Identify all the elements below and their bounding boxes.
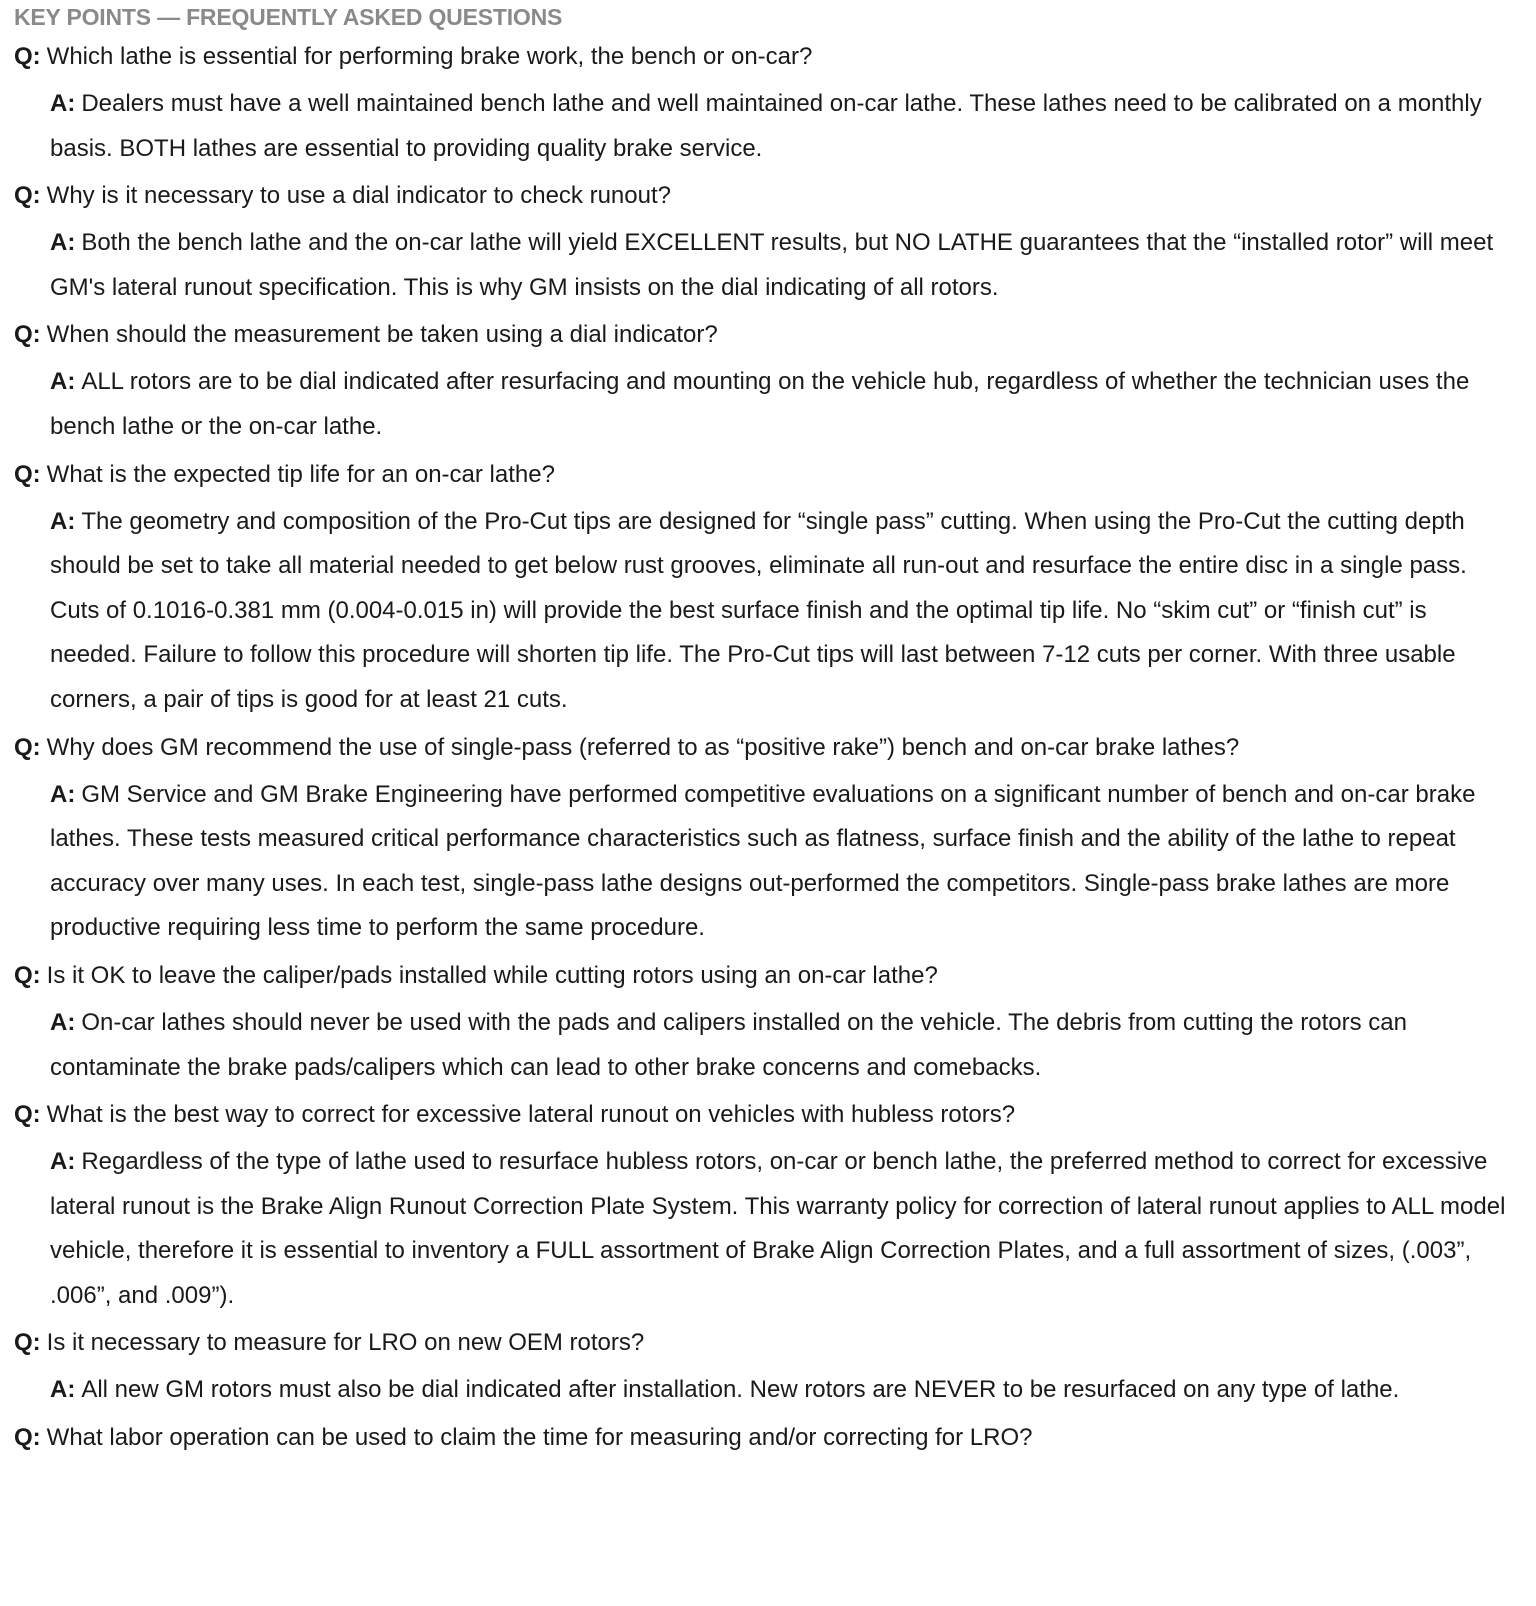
a-label: A: [50, 1008, 76, 1036]
answer-text: ALL rotors are to be dial indicated after resurfacing and mounting on the vehicle hub, regardless of whether the technician uses the bench lathe or the on-car lathe. [50, 368, 1470, 440]
faq-item-3 [14, 320, 1524, 449]
question [14, 733, 1524, 763]
question-text: Is it necessary to measure for LRO on new OEM rotors? [46, 1329, 645, 1357]
question-text: What is the expected tip life for an on-car lathe? [46, 460, 555, 488]
answer [50, 221, 1520, 310]
a-label: A: [50, 229, 76, 257]
answer-text: On-car lathes should never be used with the pads and calipers installed on the vehicle. The debris from cutting the rotors can contaminate the brake pads/calipers which can lead to other brake concerns and comebacks. [50, 1008, 1407, 1081]
a-label: A: [50, 507, 76, 535]
answer-text: Dealers must have a well maintained bench lathe and well maintained on-car lathe. These lathes need to be calibrated on a monthly basis. BOTH lathes are essential to providing quality brake service. [50, 90, 1482, 162]
faq-item-5 [14, 733, 1524, 951]
q-label: Q: [14, 1424, 41, 1452]
answer-text: Regardless of the type of lathe used to resurface hubless rotors, on-car or bench lathe, the preferred method to correct for excessive lateral runout is the Brake Align Runout Correction Plate System. This warranty policy for correction of lateral runout applies to ALL model vehicle, therefore it is essential to inventory a FULL assortment of Brake Align Correction Plates, and a full assortment of sizes, (.003”, .006”, and .009”). [50, 1148, 1506, 1309]
answer [50, 773, 1520, 951]
question-text: Why is it necessary to use a dial indicator to check runout? [46, 182, 671, 210]
question-text: Is it OK to leave the caliper/pads installed while cutting rotors using an on-car lathe? [46, 961, 938, 989]
question [14, 460, 1524, 490]
answer-text: The geometry and composition of the Pro-Cut tips are designed for “single pass” cutting. When using the Pro-Cut the cutting depth should be set to take all material needed to get below rust grooves, eliminate all run-out and resurface the entire disc in a single pass. Cuts of 0.1016-0.381 mm (0.004-0.015 in) will provide the best surface finish and the optimal tip life. No “skim cut” or “finish cut” is needed. Failure to follow this procedure will shorten tip life. The Pro-Cut tips will last between 7-12 cuts per corner. With three usable corners, a pair of tips is good for at least 21 cuts. [50, 507, 1467, 713]
question [14, 961, 1524, 991]
q-label: Q: [14, 43, 41, 70]
question [14, 1328, 1524, 1358]
a-label: A: [50, 1148, 76, 1176]
question-text: When should the measurement be taken using a dial indicator? [46, 321, 718, 349]
question [14, 42, 1524, 72]
question-text: Why does GM recommend the use of single-pass (referred to as “positive rake”) bench and on-car brake lathes? [46, 733, 1240, 761]
q-label: Q: [14, 460, 41, 488]
a-label: A: [50, 90, 76, 117]
answer-text: GM Service and GM Brake Engineering have performed competitive evaluations on a significant number of bench and on-car brake lathes. These tests measured critical performance characteristics such as flatness, surface finish and the ability of the lathe to repeat accuracy over many uses. In each test, single-pass lathe designs out-performed the competitors. Single-pass brake lathes are more productive requiring less time to perform the same procedure. [50, 780, 1476, 942]
q-label: Q: [14, 733, 41, 761]
question [14, 1423, 1524, 1453]
question-text: Which lathe is essential for performing brake work, the bench or on-car? [46, 43, 813, 70]
q-label: Q: [14, 961, 41, 989]
faq-item-4 [14, 460, 1524, 723]
answer [50, 1368, 1520, 1413]
q-label: Q: [14, 321, 41, 349]
answer [50, 1001, 1520, 1090]
answer [50, 500, 1520, 723]
answer-text: Both the bench lathe and the on-car lathe will yield EXCELLENT results, but NO LATHE guarantees that the “installed rotor” will meet GM's lateral runout specification. This is why GM insists on the dial indicating of all rotors. [50, 229, 1494, 301]
question [14, 181, 1524, 211]
a-label: A: [50, 368, 76, 396]
a-label: A: [50, 780, 76, 808]
answer [50, 82, 1520, 171]
question [14, 320, 1524, 350]
faq-item-6 [14, 961, 1524, 1090]
faq-item-9 [14, 1423, 1524, 1453]
faq-item-1 [14, 42, 1524, 171]
answer-text: All new GM rotors must also be dial indicated after installation. New rotors are NEVER to be resurfaced on any type of lathe. [81, 1376, 1400, 1404]
faq-item-7 [14, 1100, 1524, 1318]
question [14, 1100, 1524, 1130]
a-label: A: [50, 1376, 76, 1404]
question-text: What labor operation can be used to claim the time for measuring and/or correcting for LRO? [46, 1424, 1033, 1452]
page-heading: KEY POINTS — FREQUENTLY ASKED QUESTIONS [14, 4, 563, 30]
faq-item-8 [14, 1328, 1524, 1413]
question-text: What is the best way to correct for excessive lateral runout on vehicles with hubless rotors? [46, 1101, 1016, 1129]
q-label: Q: [14, 1329, 41, 1357]
q-label: Q: [14, 1101, 41, 1129]
answer [50, 360, 1520, 449]
faq-item-2 [14, 181, 1524, 310]
q-label: Q: [14, 182, 41, 210]
answer [50, 1140, 1520, 1318]
